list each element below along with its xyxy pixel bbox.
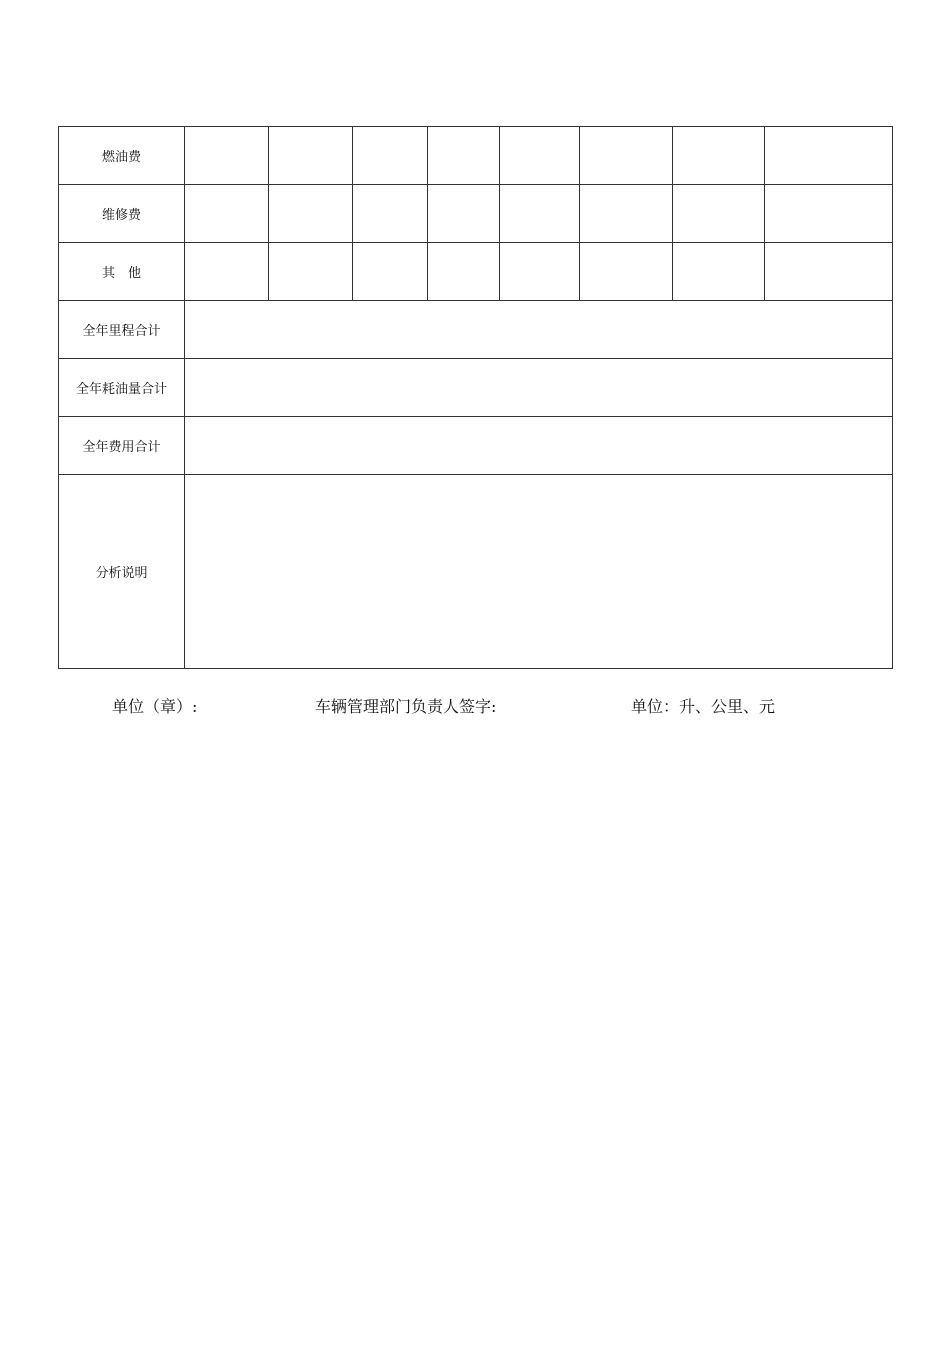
- row-label-repair-cost: 维修费: [59, 185, 185, 243]
- row-label-other: 其 他: [59, 243, 185, 301]
- table-cell[interactable]: [580, 127, 673, 185]
- units-note: 单位：升、公里、元: [631, 697, 776, 716]
- table-cell[interactable]: [500, 243, 580, 301]
- table-cell[interactable]: [500, 127, 580, 185]
- table-cell[interactable]: [673, 243, 765, 301]
- table-cell[interactable]: [428, 127, 500, 185]
- table-cell[interactable]: [185, 185, 269, 243]
- annual-mileage-total-field[interactable]: [185, 301, 893, 359]
- analysis-notes-field[interactable]: [185, 475, 893, 669]
- table-row-annual-mileage-total: [59, 301, 893, 359]
- expense-summary-table: [58, 126, 893, 669]
- table-cell[interactable]: [353, 127, 428, 185]
- table-cell[interactable]: [428, 185, 500, 243]
- table-cell[interactable]: [500, 185, 580, 243]
- table-row-analysis: [59, 475, 893, 669]
- table-cell[interactable]: [673, 127, 765, 185]
- table-cell[interactable]: [765, 243, 893, 301]
- table-cell[interactable]: [580, 185, 673, 243]
- table-cell[interactable]: [353, 185, 428, 243]
- annual-fuel-total-field[interactable]: [185, 359, 893, 417]
- annual-cost-total-field[interactable]: [185, 417, 893, 475]
- table-cell[interactable]: [269, 243, 353, 301]
- row-label-annual-cost-total: 全年费用合计: [59, 417, 185, 475]
- row-label-annual-mileage-total: 全年里程合计: [59, 301, 185, 359]
- table-cell[interactable]: [269, 185, 353, 243]
- row-label-analysis: 分析说明: [59, 475, 185, 669]
- table-cell[interactable]: [269, 127, 353, 185]
- table-row-annual-fuel-total: [59, 359, 893, 417]
- table-row-other: [59, 243, 893, 301]
- table-row-fuel-cost: [59, 127, 893, 185]
- row-label-annual-fuel-total: 全年耗油量合计: [59, 359, 185, 417]
- unit-seal-label: 单位（章）:: [112, 697, 198, 716]
- table-cell[interactable]: [765, 127, 893, 185]
- table-row-annual-cost-total: [59, 417, 893, 475]
- table-cell[interactable]: [673, 185, 765, 243]
- table-row-repair-cost: [59, 185, 893, 243]
- manager-signature-label: 车辆管理部门负责人签字:: [315, 697, 497, 716]
- row-label-fuel-cost: 燃油费: [59, 127, 185, 185]
- table-cell[interactable]: [185, 243, 269, 301]
- table-cell[interactable]: [580, 243, 673, 301]
- table-cell[interactable]: [185, 127, 269, 185]
- table-cell[interactable]: [353, 243, 428, 301]
- table-cell[interactable]: [765, 185, 893, 243]
- table-cell[interactable]: [428, 243, 500, 301]
